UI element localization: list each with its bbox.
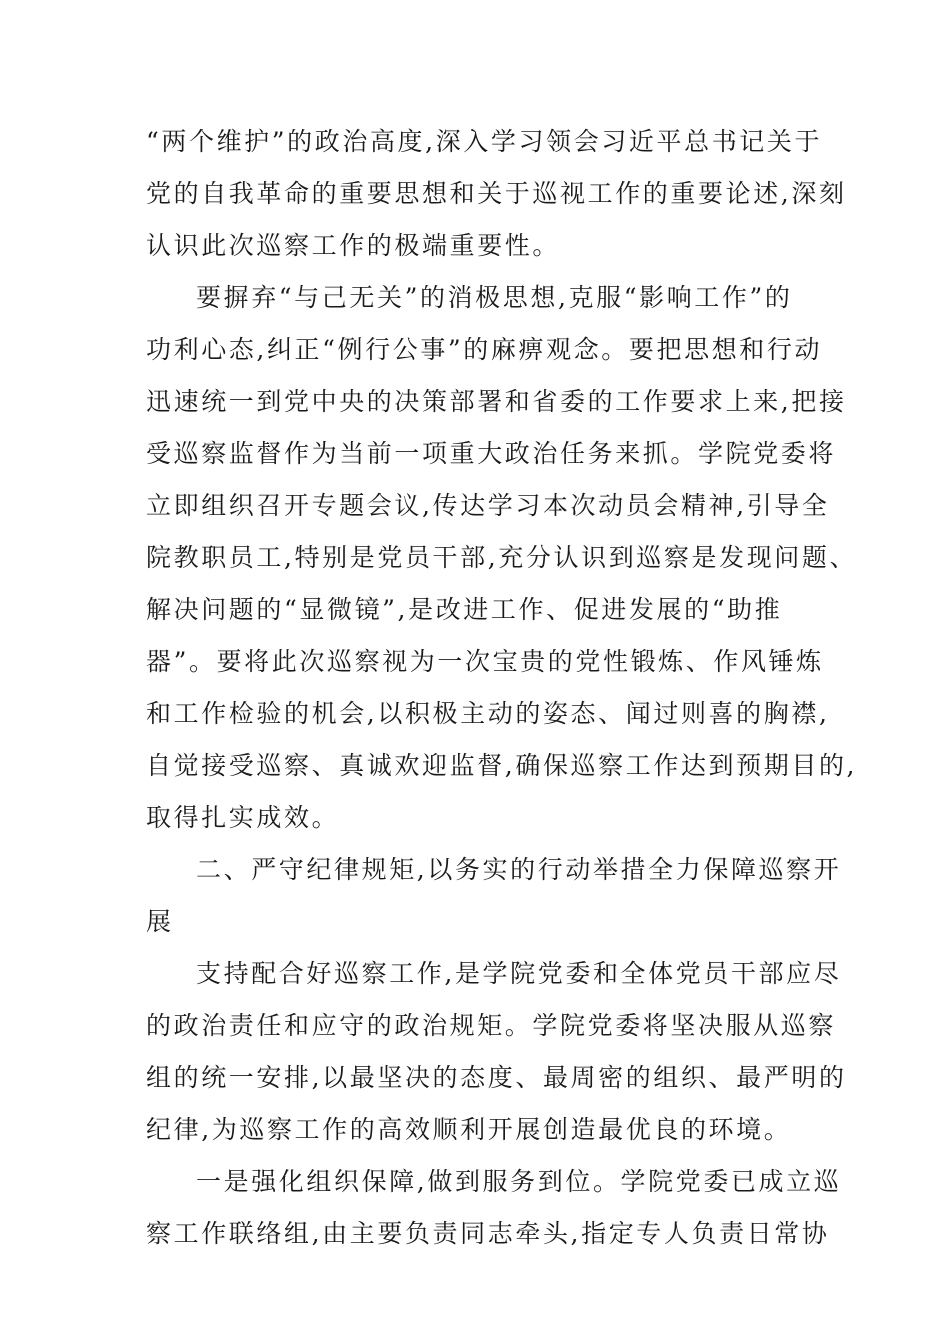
text-line: 器”。要将此次巡察视为一次宝贵的党性锻炼、作风锤炼 bbox=[146, 647, 824, 676]
text-line: 解决问题的“显微镜”,是改进工作、促进发展的“助推 bbox=[146, 595, 783, 624]
section-heading: 二、严守纪律规矩,以务实的行动举措全力保障巡察开 bbox=[196, 855, 842, 884]
text-line: 院教职员工,特别是党员干部,充分认识到巡察是发现问题、 bbox=[146, 543, 858, 572]
text-line: 立即组织召开专题会议,传达学习本次动员会精神,引导全 bbox=[146, 491, 830, 520]
text-line-paragraph-start: 支持配合好巡察工作,是学院党委和全体党员干部应尽 bbox=[196, 959, 842, 988]
text-line: 察工作联络组,由主要负责同志牵头,指定专人负责日常协 bbox=[146, 1219, 830, 1248]
text-line-paragraph-start: 一是强化组织保障,做到服务到位。学院党委已成立巡 bbox=[196, 1167, 842, 1196]
text-line: 自觉接受巡察、真诚欢迎监督,确保巡察工作达到预期目的, bbox=[146, 751, 858, 780]
text-line: 和工作检验的机会,以积极主动的姿态、闻过则喜的胸襟, bbox=[146, 699, 830, 728]
text-line: 纪律,为巡察工作的高效顺利开展创造最优良的环境。 bbox=[146, 1115, 792, 1144]
text-line: “两个维护”的政治高度,深入学习领会习近平总书记关于 bbox=[146, 127, 823, 156]
text-line: 的政治责任和应守的政治规矩。学院党委将坚决服从巡察 bbox=[146, 1011, 837, 1040]
text-line: 组的统一安排,以最坚决的态度、最周密的组织、最严明的 bbox=[146, 1063, 847, 1092]
text-line: 迅速统一到党中央的决策部署和省委的工作要求上来,把接 bbox=[146, 387, 847, 416]
text-line-paragraph-start: 要摒弃“与己无关”的消极思想,克服“影响工作”的 bbox=[196, 283, 793, 312]
text-line: 受巡察监督作为当前一项重大政治任务来抓。学院党委将 bbox=[146, 439, 837, 468]
text-line: 取得扎实成效。 bbox=[146, 803, 340, 832]
text-line: 认识此次巡察工作的极端重要性。 bbox=[146, 231, 561, 260]
text-line: 党的自我革命的重要思想和关于巡视工作的重要论述,深刻 bbox=[146, 179, 847, 208]
section-heading-continued: 展 bbox=[146, 907, 174, 936]
text-line: 功利心态,纠正“例行公事”的麻痹观念。要把思想和行动 bbox=[146, 335, 823, 364]
